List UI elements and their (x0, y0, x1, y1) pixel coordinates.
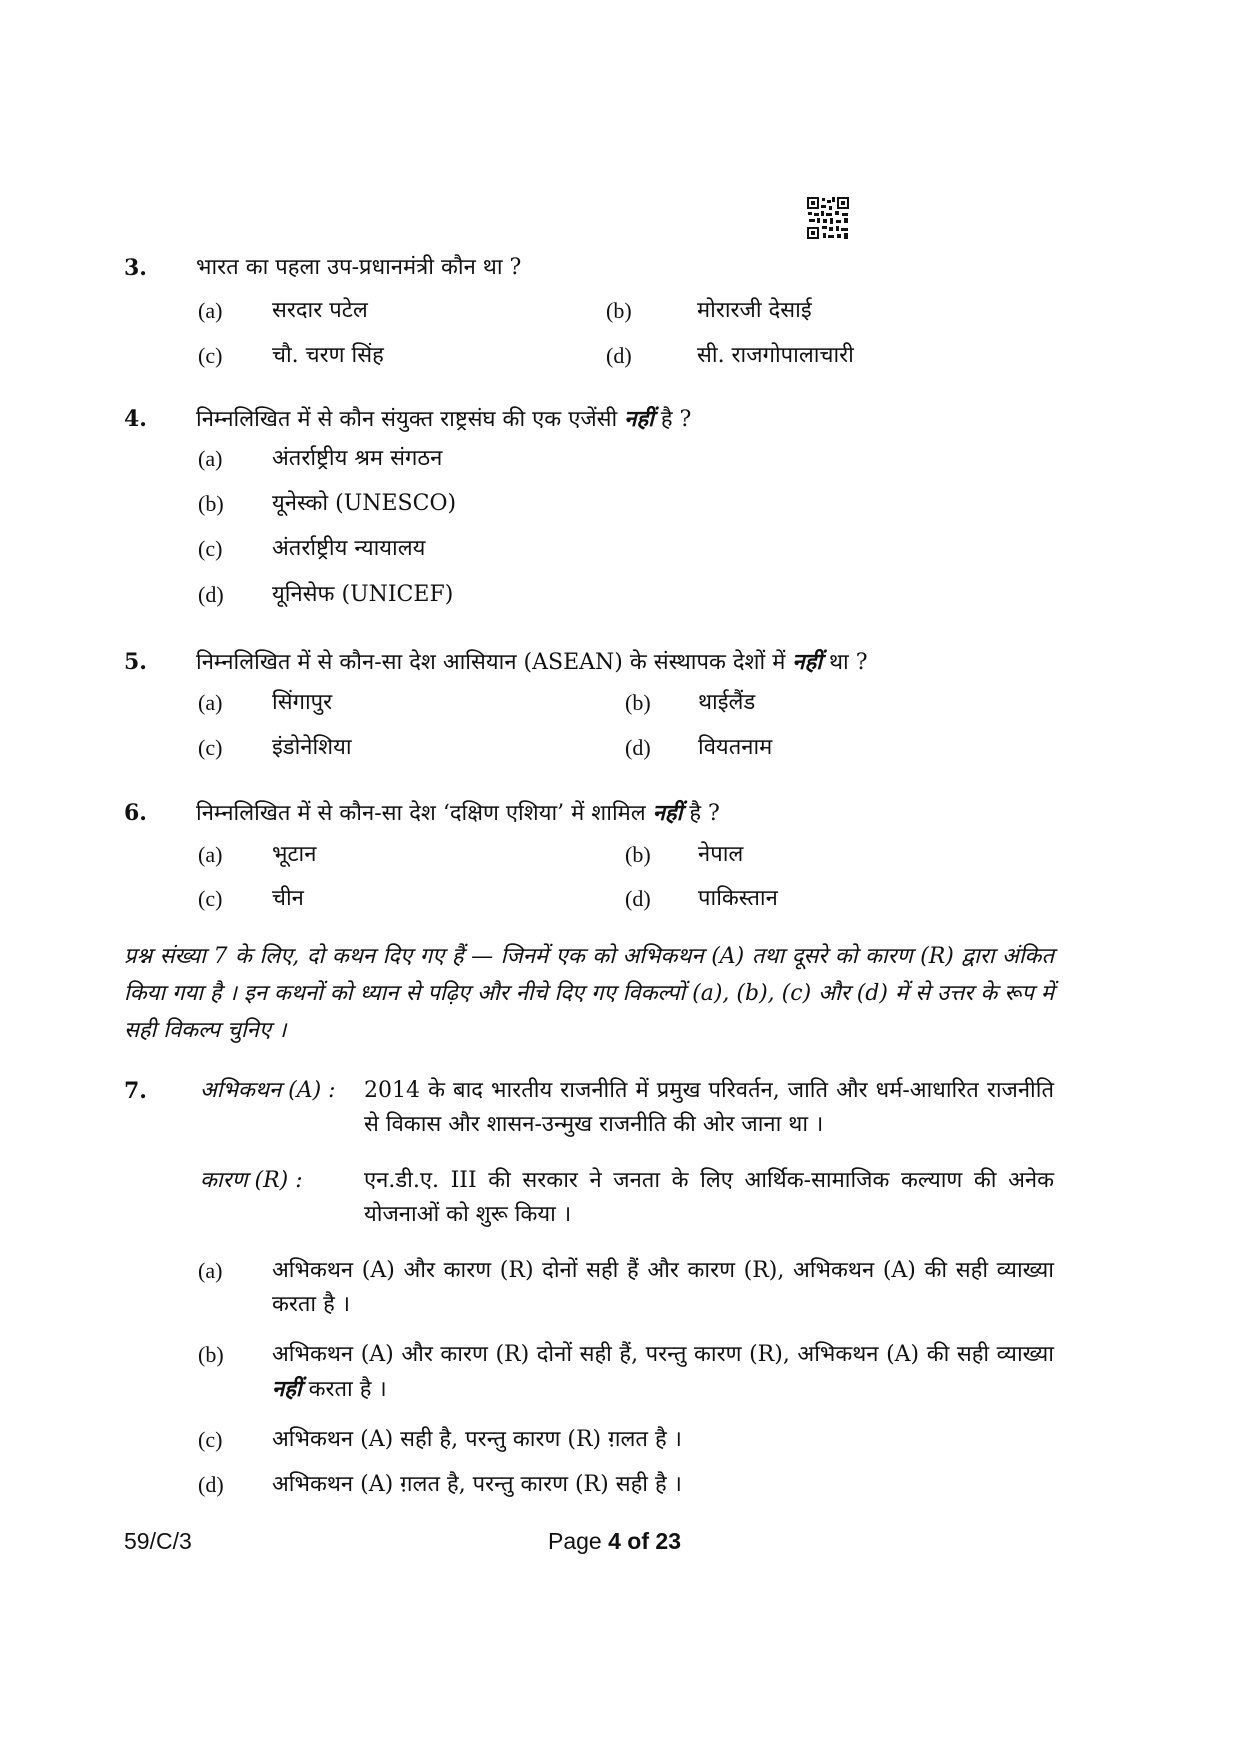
option-text: यूनेस्को (UNESCO) (272, 491, 457, 516)
option-text: चीन (272, 886, 304, 911)
option-label: (a) (198, 842, 223, 867)
option-text: सी. राजगोपालाचारी (697, 343, 854, 368)
option-label: (d) (606, 343, 632, 368)
qr-code (806, 196, 850, 240)
question-text: निम्नलिखित में से कौन संयुक्त राष्ट्रसंघ की एक एजेंसी नहीं है ? (196, 406, 692, 432)
negation-emphasis: नहीं (792, 649, 822, 675)
question-number: 4. (124, 406, 147, 432)
option-text: यूनिसेफ (UNICEF) (272, 582, 454, 607)
option-text: अंतर्राष्ट्रीय न्यायालय (272, 536, 426, 561)
negation-emphasis: नहीं (652, 800, 683, 826)
question-number: 7. (124, 1078, 147, 1104)
page-number: Page 4 of 23 (548, 1528, 681, 1554)
option-label: (c) (198, 343, 223, 368)
option-label: (d) (198, 582, 224, 607)
option-label: (b) (625, 690, 651, 715)
option-label: (a) (198, 446, 223, 471)
option-text: अभिकथन (A) ग़लत है, परन्तु कारण (R) सही है । (272, 1472, 682, 1497)
reason-label: कारण (R) : (200, 1168, 303, 1193)
option-text: मोरारजी देसाई (697, 298, 812, 323)
option-text: अभिकथन (A) सही है, परन्तु कारण (R) ग़लत है । (272, 1427, 682, 1452)
paper-code: 59/C/3 (124, 1528, 192, 1554)
assertion-label: अभिकथन (A) : (200, 1078, 336, 1103)
option-text: अभिकथन (A) और कारण (R) दोनों सही हैं, परन्तु कारण (R), अभिकथन (A) की सही व्याख्या नहीं करता है । (272, 1342, 1054, 1402)
option-label: (a) (198, 298, 223, 323)
option-label: (a) (198, 690, 223, 715)
option-label: (c) (198, 886, 223, 911)
option-text: नेपाल (698, 842, 744, 867)
question-text: भारत का पहला उप-प्रधानमंत्री कौन था ? (196, 255, 522, 280)
option-label: (b) (198, 1342, 224, 1367)
option-label: (b) (625, 842, 651, 867)
negation-emphasis: नहीं (624, 406, 654, 432)
question-number: 3. (124, 255, 147, 281)
option-text: वियतनाम (698, 735, 773, 760)
option-text: अंतर्राष्ट्रीय श्रम संगठन (272, 446, 443, 471)
question-text: निम्नलिखित में से कौन-सा देश आसियान (ASEAN) के संस्थापक देशों में नहीं था ? (196, 649, 868, 675)
option-label: (b) (606, 298, 632, 323)
option-label: (c) (198, 1427, 223, 1452)
option-label: (d) (625, 735, 651, 760)
option-label: (b) (198, 491, 224, 516)
reason-text: एन.डी.ए. III की सरकार ने जनता के लिए आर्थिक-सामाजिक कल्याण की अनेक योजनाओं को शुरू किया । (364, 1168, 1054, 1227)
option-text: सरदार पटेल (272, 298, 368, 323)
instruction-paragraph: प्रश्न संख्या 7 के लिए, दो कथन दिए गए हैं — जिनमें एक को अभिकथन (A) तथा दूसरे को कारण (R) द्वारा अंकित किया गया है । इन कथनों को ध्यान से पढ़िए और नीचे दिए गए विकल्पों (a), (b), (c) और (d) में से उत्तर के रूप में सही विकल्प चुनिए । (124, 944, 1054, 1043)
question-number: 6. (124, 800, 147, 826)
option-text: अभिकथन (A) और कारण (R) दोनों सही हैं और कारण (R), अभिकथन (A) की सही व्याख्या करता है । (272, 1258, 1054, 1317)
option-text: थाईलैंड (698, 690, 756, 715)
option-text: सिंगापुर (272, 690, 333, 715)
option-label: (c) (198, 735, 223, 760)
negation-emphasis: नहीं (272, 1376, 302, 1402)
option-label: (c) (198, 536, 223, 561)
option-label: (d) (198, 1472, 224, 1497)
option-text: पाकिस्तान (698, 886, 778, 911)
question-number: 5. (124, 649, 147, 675)
option-text: भूटान (272, 842, 317, 867)
qr-code-icon (806, 196, 850, 240)
option-label: (d) (625, 886, 651, 911)
option-text: इंडोनेशिया (272, 735, 352, 760)
assertion-text: 2014 के बाद भारतीय राजनीति में प्रमुख परिवर्तन, जाति और धर्म-आधारित राजनीति से विकास और शासन-उन्मुख राजनीति की ओर जाना था । (364, 1078, 1054, 1137)
option-text: चौ. चरण सिंह (272, 343, 384, 368)
question-text: निम्नलिखित में से कौन-सा देश ‘दक्षिण एशिया’ में शामिल नहीं है ? (196, 800, 720, 826)
option-label: (a) (198, 1258, 223, 1283)
